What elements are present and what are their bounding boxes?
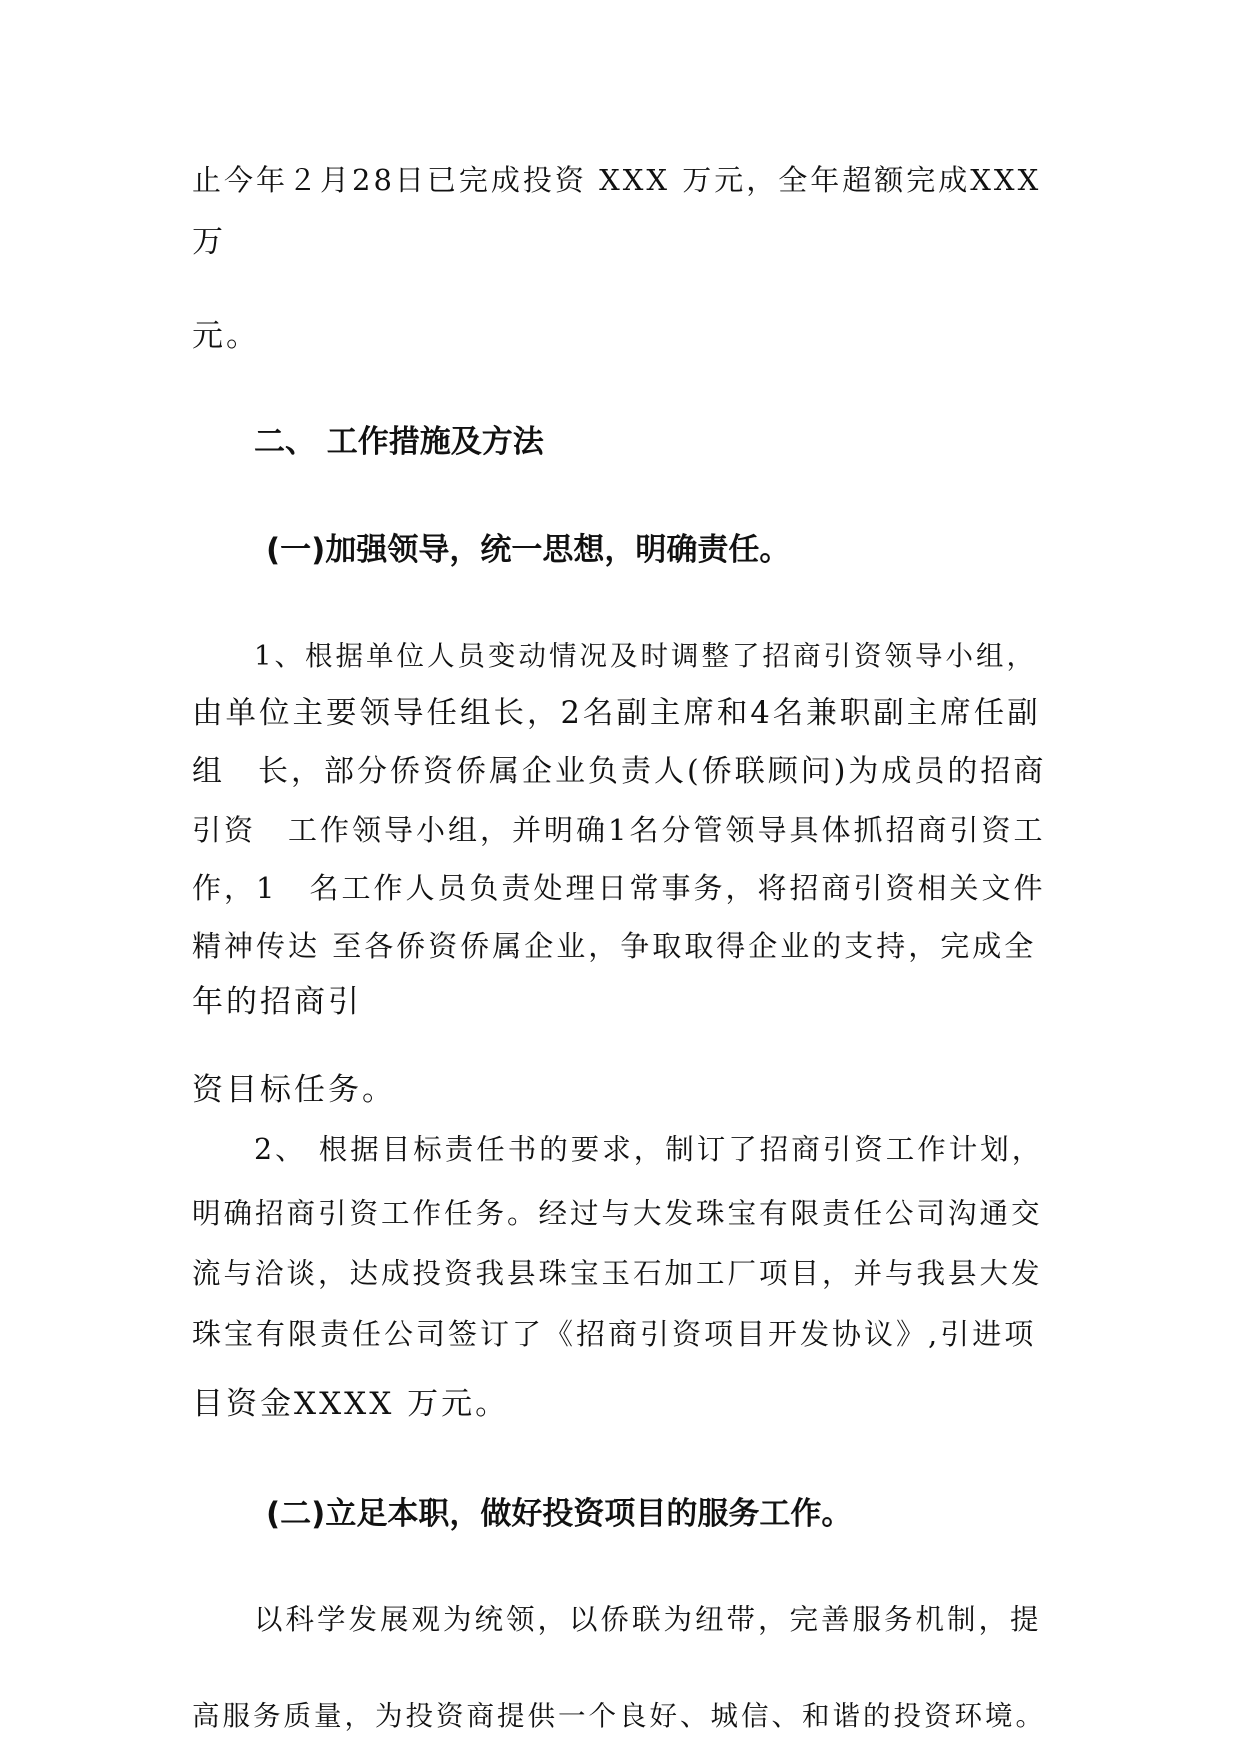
para1-line-3: 组 长，部分侨资侨属企业负责人(侨联顾问)为成员的招商 — [192, 754, 1047, 789]
para1-line-6: 精神传达 至各侨资侨属企业，争取取得企业的支持，完成全 — [192, 929, 1037, 963]
para2-line-3: 流与洽谈，达成投资我县珠宝玉石加工厂项目，并与我县大发 — [192, 1257, 1043, 1290]
para2-line-2: 明确招商引资工作任务。经过与大发珠宝有限责任公司沟通交 — [192, 1197, 1043, 1230]
para3-line-2: 高服务质量，为投资商提供一个良好、城信、和谐的投资环境。 — [192, 1700, 1046, 1732]
subsection-two-title: (二)立足本职，做好投资项目的服务工作。 — [266, 1496, 853, 1532]
intro-line-2: 万 — [192, 224, 226, 260]
para1-line-2: 由单位主要领导任组长，2名副主席和4名兼职副主席任副 — [192, 696, 1041, 731]
para1-line-4: 引资 工作领导小组，并明确1名分管领导具体抓招商引资工 — [192, 813, 1046, 847]
para1-line-8: 资目标任务。 — [192, 1072, 396, 1108]
para2-line-1: 2、 根据目标责任书的要求，制订了招商引资工作计划， — [254, 1133, 1044, 1166]
section-two-title: 二、 工作措施及方法 — [254, 424, 544, 460]
para1-line-1: 1、根据单位人员变动情况及时调整了招商引资领导小组， — [254, 640, 1037, 672]
para1-line-7: 年的招商引 — [192, 984, 362, 1020]
subsection-one-title: (一)加强领导，统一思想，明确责任。 — [266, 532, 791, 568]
para2-line-5: 目资金XXXX 万元。 — [192, 1386, 510, 1422]
para1-line-5: 作，1 名工作人员负责处理日常事务，将招商引资相关文件 — [192, 871, 1046, 905]
intro-line-1: 止今年２月28日已完成投资 XXX 万元，全年超额完成XXX — [192, 163, 1042, 197]
intro-line-3: 元。 — [192, 318, 260, 354]
para3-line-1: 以科学发展观为统领，以侨联为纽带，完善服务机制，提 — [254, 1603, 1042, 1636]
para2-line-4: 珠宝有限责任公司签订了《招商引资项目开发协议》,引进项 — [192, 1317, 1037, 1351]
